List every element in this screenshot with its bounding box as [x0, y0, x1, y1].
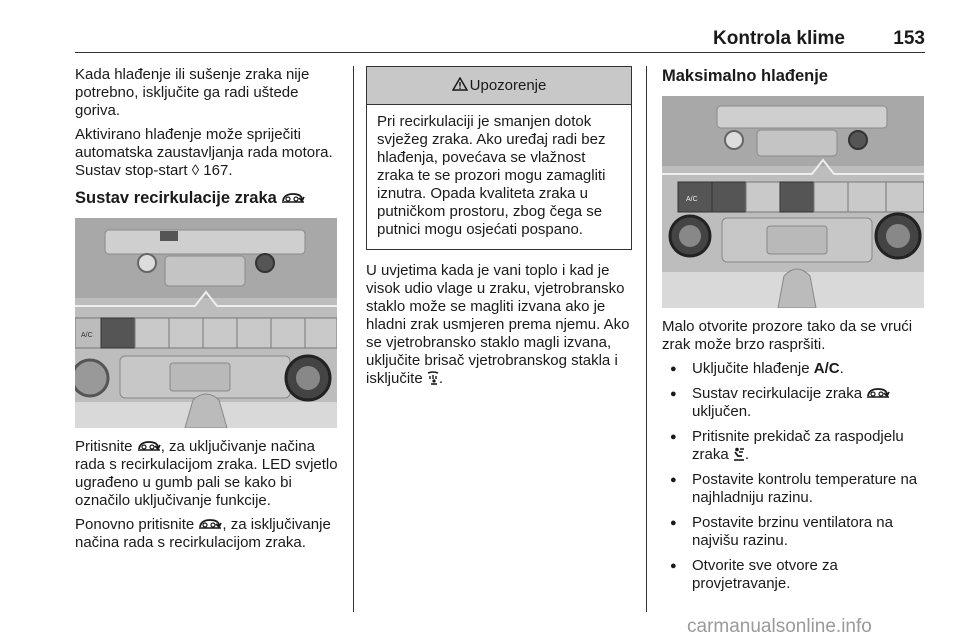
paragraph: Aktivirano hlađenje može spriječiti automatska zaustavljanja rada motora. Sustav stop-start ◊ 167.: [75, 126, 333, 179]
recirculation-icon: [866, 387, 890, 399]
warning-title: Upozorenje: [469, 77, 547, 94]
button-label: A/C: [81, 332, 93, 339]
climate-panel-illustration: [75, 218, 337, 428]
watermark: carmanualsonline.info: [687, 616, 872, 637]
header-divider: [75, 52, 925, 53]
page-header: [75, 28, 925, 52]
warning-box: [366, 66, 632, 250]
list-item: ● Sustav recirkulacije zraka uključen.: [662, 385, 927, 421]
column-divider-left: [353, 66, 354, 612]
paragraph: Malo otvorite prozore tako da se vrući zrak može brzo raspršiti.: [662, 318, 913, 353]
button-label: A/C: [686, 196, 698, 203]
paragraph: U uvjetima kada je vani toplo i kad je visok udio vlage u zraku, vjetrobransko staklo može se magliti izvana ako je hladni zrak usmjeren prema njemu. Ako se vjetrobransko staklo magli izvana, uključite brisač vjetrobranskog stakla i isključite .: [366, 262, 630, 387]
column-1: [75, 66, 341, 558]
chapter-title: Kontrola klime: [713, 28, 845, 49]
recirculation-icon: [198, 518, 222, 530]
warning-triangle-icon: [452, 77, 468, 91]
instruction-list: [662, 360, 927, 593]
warning-header: [367, 67, 631, 105]
paragraph: Ponovno pritisnite , za isključivanje načina rada s recirkulacijom zraka.: [75, 516, 331, 551]
windscreen-vent-icon: [427, 371, 439, 385]
warning-text: Pri recirkulaciji je smanjen dotok svježeg zraka. Ako uređaj radi bez hlađenja, povećava se vlažnost zraka te se prozori mogu zamagliti iznutra. Opada kvaliteta zraka u putničkom prostoru, zbog čega se putnici mogu osjećati pospano.: [377, 113, 606, 238]
column-3: [662, 66, 927, 600]
right-arrow-reference-icon: ◊: [191, 162, 200, 179]
column-divider-right: [646, 66, 647, 612]
list-item: ● Pritisnite prekidač za raspodjelu zraka .: [662, 428, 927, 464]
recirculation-icon: [281, 192, 305, 204]
list-item: ● Postavite brzinu ventilatora na najvišu razinu.: [662, 514, 927, 550]
list-item: ● Otvorite sve otvore za provjetravanje.: [662, 557, 927, 593]
recirculation-icon: [137, 440, 161, 452]
paragraph: Kada hlađenje ili sušenje zraka nije potrebno, isključite ga radi uštede goriva.: [75, 66, 310, 119]
list-item: ● Postavite kontrolu temperature na najhladniju razinu.: [662, 471, 927, 507]
list-item: ● Uključite hlađenje A/C.: [662, 360, 927, 378]
page-number: 153: [893, 28, 925, 49]
section-heading: Sustav recirkulacije zraka: [75, 188, 341, 208]
air-distribution-icon: [733, 447, 745, 461]
column-2: [366, 66, 632, 394]
section-heading: Maksimalno hlađenje: [662, 67, 828, 85]
climate-panel-illustration: [662, 96, 924, 308]
paragraph: Pritisnite , za uključivanje načina rada s recirkulacijom zraka. LED svjetlo ugrađeno u gumb pali se kako bi označilo uključivanje funkcije.: [75, 438, 338, 509]
